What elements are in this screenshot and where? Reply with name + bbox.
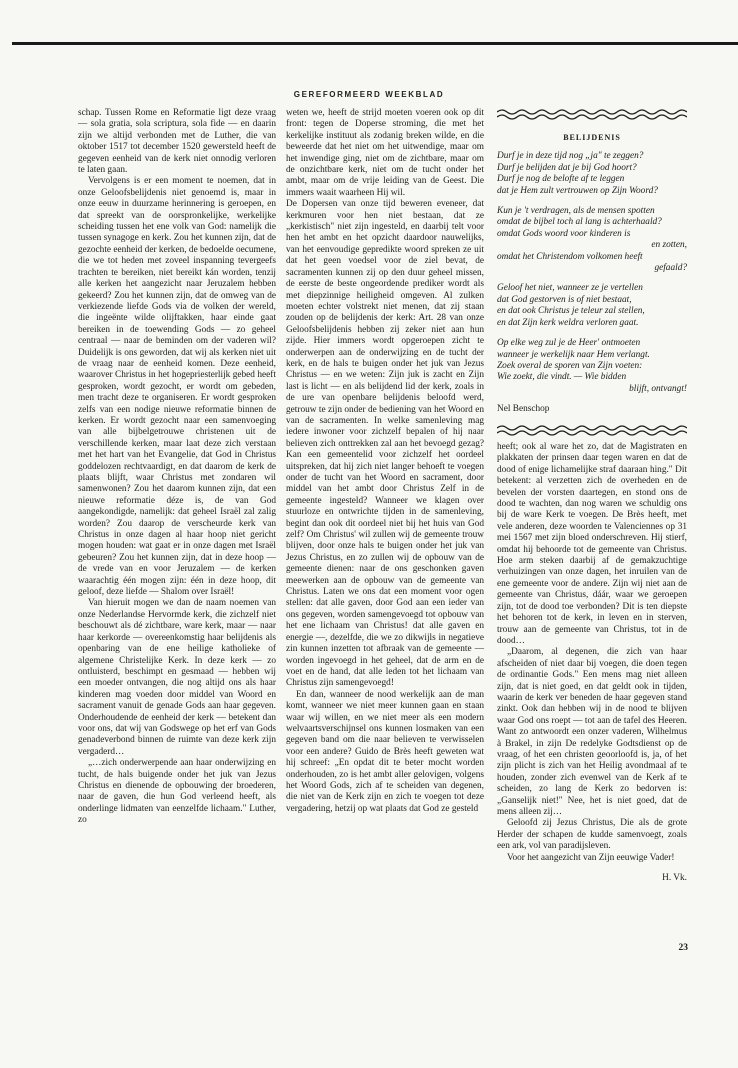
poem-author: Nel Benschop [497, 404, 550, 415]
paragraph: Vervolgens is er een moment te noemen, dat in onze Geloofsbelijdenis niet genoemd is, maar in onze eeuw in duurzame herinnering is geroepen, en dat spreekt van de oorspronkelijke, werkelijke scheiding tussen het ene volk van God: namelijk die tussen synagoge en kerk. Zou het kunnen zijn, dat de gezochte eenheid der kerken, de bedoelde oecumene, die we tot heden met zoveel inspanning tevergeefs trachten te bereiken, niet bereikt kán worden, tenzij alle kerken het aangezicht naar Jeruzalem hebben gekeerd? Zou het kunnen zijn, dat de omweg van de verkiezende liefde Gods via de volken der wereld, die ingeënte wilde olijftakken, haar einde gaat bereiken in de toewending Gods — zo geheel centraal — naar de beminden om der vaderen wil? Duidelijk is ons geworden, dat wij als kerken niet uit de vraag naar de eenheid komen. Deze eenheid, waarover Christus in het hogepriesterlijk gebed heeft gesproken, wordt gezocht, er wordt om gebeden, men tracht deze te organiseren. Er wordt gesproken zelfs van een nodige nieuwe reformatie binnen de kerken. Er wordt gezocht naar een samenvoeging van alle bijbelgetrouwe christenen uit de verschillende kerken, maar laat deze zich verstaan met het hart van het Evangelie, dat God in Christus goddelozen rechtvaardigt, en dat daarom de kerk de plaats blijft, waar Christus met zondaren wil samenwonen? Zou het daarom kunnen zijn, dat een nieuwe reformatie déze is, de van God aangekondigde, namelijk: dat geheel Israël zal zalig worden? Zou daarop de verscheurde kerk van Christus in onze dagen al haar hoop niet gericht mogen houden: wat gaat er in onze dagen met Israël gebeuren? Zou het kunnen zijn, dat in deze hoop — de vrede van en voor Jeruzalem — de kerken waarachtig één mogen zijn: één in deze hoop, dit geloof, deze liefde — Shalom over Israël! [78, 176, 276, 598]
poem-line: gefaald? [654, 263, 687, 274]
top-rule [12, 42, 738, 45]
paragraph: schap. Tussen Rome en Reformatie ligt deze vraag — sola gratia, sola scriptura, sola fide — en daarin zijn we altijd verbonden met de Luther, die van oktober 1517 tot december 1520 gewersteld heeft de gegeven eenheid van de kerk niet onnodig verloren te laten gaan. [78, 108, 276, 176]
author-signature: H. Vk. [662, 873, 687, 884]
paragraph: En dan, wanneer de nood werkelijk aan de man komt, wanneer we niet meer kunnen gaan en staan waar wij willen, en we niet meer als een modern welvaartsverschijnsel ons kunnen losmaken van een gegeven band om die naar believen te verwisselen voor een andere? Guido de Brès heeft geweten wat hij schreef: „En opdat dit te beter mocht worden onderhouden, zo is het ambt aller gelovigen, volgens het Woord Gods, zich af te scheiden van degenen, die niet van de Kerk zijn en zich te voegen tot deze vergadering, hetzij op wat plaats dat God ze gesteld [286, 689, 484, 814]
poem-line: Durf je nog de belofte af te leggen [497, 174, 625, 185]
poem-line: Kun je 't verdragen, als de mensen spotten [497, 206, 655, 217]
poem-line: Zoek overal de sporen van Zijn voeten: [497, 360, 643, 371]
poem-line: Durf je belijden dat je bij God hoort? [497, 162, 637, 173]
poem-line: omdat de bijbel toch al lang is achterhaald? [497, 217, 662, 228]
paragraph: Geloofd zij Jezus Christus, Die als de grote Herder der schapen de kudde samenvoegt, zoals een ark, vol van paradijsleven. [497, 818, 687, 852]
paragraph: „…zich onderwerpende aan haar onderwijzing en tucht, de hals buigende onder het juk van Jezus Christus en dienende de opbouwing der broederen, naar de gaven, die hun God verleend heeft, als onderlinge lidmaten van eenzelfde lichaam." Luther, zo [78, 758, 276, 826]
wavy-border-bottom [497, 424, 687, 438]
poem-line: Wie zoekt, die vindt. — Wie bidden [497, 372, 627, 383]
wavy-border-top [497, 108, 687, 122]
poem-line: en dat Zijn kerk weldra verloren gaat. [497, 317, 639, 328]
poem-line: blijft, ontvangt! [629, 383, 687, 394]
poem-line: en zotten, [651, 240, 687, 251]
poem-line: dat je Hem zult vertrouwen op Zijn Woord? [497, 185, 658, 196]
poem-line: omdat Gods woord voor kinderen is [497, 228, 631, 239]
poem-line: en dat ook Christus je teleur zal stellen, [497, 306, 645, 317]
running-header: GEREFORMEERD WEEKBLAD [293, 90, 445, 99]
poem-stanza [497, 151, 687, 197]
poem-line: Op elke weg zul je de Heer' ontmoeten [497, 338, 641, 349]
paragraph: De Dopersen van onze tijd beweren eveneer, dat kerkmuren voor hen niet bestaan, dat ze „kerkistisch" niet zijn ingesteld, en daarbij telt voor hen het ambt en het opzicht daardoor nauwelijks, van het eenvoudige gepredikte woord spreken ze uit dat het geen voedsel voor de ziel bevat, de sacramenten kunnen zij op den duur geheel missen, de eerste de beste ongeordende prediker wordt als met diepzinnige heiligheid omgeven. Al zulken moeten echter volstrekt niet menen, dat zij staan zouden op de belijdenis der kerk: Art. 28 van onze Geloofsbelijdenis hebben zij zeker niet aan hun zijde. Hier immers wordt opgeroepen zicht te onderwerpen aan de onderwijzing en de tucht der kerk, en de hals te buigen onder het juk van Jezus Christus — en we weten: Zijn juk is zacht en Zijn last is licht — en als belijdend lid der kerk, zoals in de ure van openbare belijdenis beloofd werd, getrouw te zijn onder de bediening van het Woord en van de sacramenten. In welke samenleving mag iedere inwoner voor zichzelf bepalen of hij naar believen zich onttrekken zal aan het bevoegd gezag? Kan een gemeentelid voor zichzelf het oordeel uitspreken, dat hij zich niet langer behoeft te voegen onder de tucht van het Woord en sacrament, door middel van het ambt door Christus Zelf in de gemeente ingesteld? Wanneer we klagen over stuurloze en ontwrichte tijden in de samenleving, begint dan ook dit oordeel niet bij het huis van God zelf? Om Christus' wil zullen wij de gemeente trouw blijven, door onze hals te buigen onder het juk van Jezus Christus, en zo zullen wij de opbouw van de gemeente dienen: naar de ons geschonken gaven meewerken aan de opbouw van de gemeente van Christus. Laten we ons dat een moment voor ogen stellen: dat alle gaven, door God aan een ieder van ons gegeven, worden samengevoegd tot opbouw van het ene lichaam van Christus! dat alle gaven en energie —, dezelfde, die we zo dikwijls in negatieve zin kunnen inzetten tot afbraak van de gemeente — worden ingevoegd in het geheel, dat de arm en de voet en de hand, dat alle leden tot het lichaam van Christus zijn samengevoegd! [286, 199, 484, 689]
column-3 [497, 442, 687, 884]
poem-line: Geloof het niet, wanneer ze je vertellen [497, 283, 643, 294]
poem-line: dat God gestorven is of niet bestaat, [497, 294, 632, 305]
paragraph: Van hieruit mogen we dan de naam noemen van onze Nederlandse Hervormde kerk, die zichzelf niet beschouwt als dé zichtbare, ware kerk, maar — naar haar kerkorde — overeenkomstig haar belijdenis als openbaring van de ene heilige katholieke of algemene Christelijke Kerk. In deze kerk — zo ontluisterd, beschimpt en gesmaad — hebben wij een moeder ontvangen, die nog altijd ons als haar kinderen mag voeden door middel van Woord en sacrament vanuit de genade Gods aan haar gegeven. Onderhoudende de eenheid der kerk — betekent dan voor ons, dat wij van Godswege op het erf van Gods genadeverbond binnen de ruimte van deze kerk zijn vergaderd… [78, 598, 276, 757]
paragraph: „Daarom, al degenen, die zich van haar afscheiden of niet daar bij voegen, die doen tegen de ordinantie Gods." Een mens mag niet alleen zijn, dat is niet goed, en dat geldt ook in tijden, waarin de kerk ver beneden de haar gegeven stand zinkt. Ook dan hebben wij in de nood te blijven waar God ons roept — tot aan de tafel des Heeren. Want zo antwoordt een onzer vaderen, Wilhelmus à Brakel, in zijn De redelyke Godtsdienst op de vraag, of het een christen geoorloofd is, ja, of het zijn plicht is zich van het Heilig avondmaal af te houden, zonder zich evenwel van de Kerk af te scheiden, zo lang de Kerk zo bedorven is: „Ganselijk niet!" Nee, het is niet goed, dat de mens alleen zij… [497, 647, 687, 817]
poem-stanza [497, 283, 687, 329]
paragraph: Voor het aangezicht van Zijn eeuwige Vader! [507, 852, 675, 863]
poem-stanza [497, 338, 687, 395]
poem-line: wanneer je werkelijk naar Hem verlangt. [497, 349, 650, 360]
paragraph: heeft; ook al ware het zo, dat de Magistraten en plakkaten der prinsen daar tegen waren en dat de dood of enige lichamelijke straf daaraan hing." Dit betekent: al verzetten zich de overheden en de bevelen der vorsten daartegen, en stond ons de dood te wachten, dan nog waren we schuldig ons bij de ware Kerk te voegen. De Brès heeft, met vele anderen, deze woorden te Valenciennes op 31 mei 1567 met zijn bloed onderschreven. Hij stierf, omdat hij behoorde tot de gemeente van Christus. Hoe arm steken daarbij af de gemakzuchtige verhuizingen van onze dagen, het inruilen van de ene gemeente voor de andere. Zijn wij niet aan de gemeente van Christus, dáár, waar we geroepen zijn, tot de dood toe verbonden? Dit is ten diepste het behoren tot de kerk, in leven en in sterven, trouw aan de gemeente van Christus, tot in de dood… [497, 442, 687, 646]
poem-line: Durf je in deze tijd nog „ja" te zeggen? [497, 151, 644, 162]
paragraph: weten we, heeft de strijd moeten voeren ook op dit front: tegen de Doperse stroming, die met het kerkelijke instituut als zodanig breken wilde, en die beweerde dat het niet om het uitwendige, maar om het inwendige ging, niet om de zichtbare, maar om de onzichtbare kerk, niet om de tucht onder het ambt, maar om de vrije leiding van de Geest. Die immers waait waarheen Hij wil. [286, 108, 484, 198]
poem-stanza [497, 206, 687, 274]
poem-line: omdat het Christendom volkomen heeft [497, 251, 643, 262]
column-1 [78, 108, 276, 827]
poem-box [497, 108, 687, 438]
poem-title: BELIJDENIS [563, 133, 621, 142]
page-number: 23 [678, 943, 688, 953]
column-2 [286, 108, 484, 815]
